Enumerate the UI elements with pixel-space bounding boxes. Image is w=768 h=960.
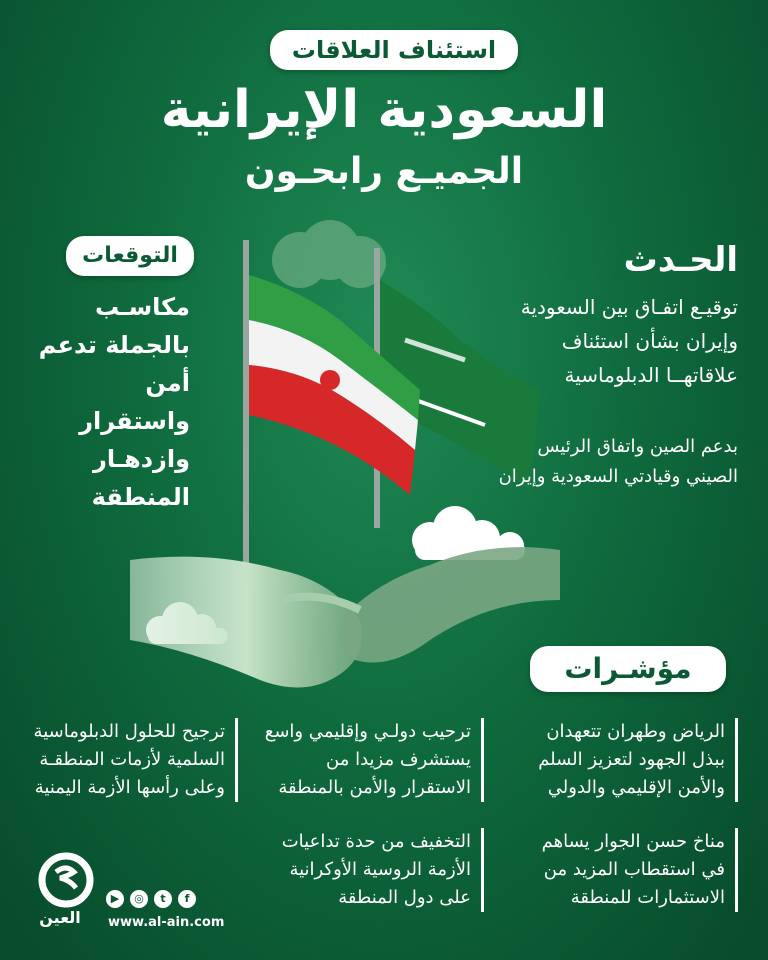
website-link[interactable]: www.al-ain.com (108, 915, 225, 930)
expectations-heading: التوقعات (66, 236, 194, 276)
expectations-text: مكاسـب بالجملة تدعم أمن واستقرار وازدهـار المنطقة (38, 293, 190, 511)
indicator-item: مناخ حسن الجوار يساهم في استقطاب المزيد من الاستثمارات للمنطقة (515, 828, 738, 912)
flag-pole-left (243, 240, 249, 570)
event-heading: الحـدث (623, 240, 738, 280)
header-pill: استئناف العلاقات (270, 30, 518, 70)
brand-name: العين (39, 908, 81, 927)
cloud-icon (272, 220, 386, 288)
indicator-item: ترجيح للحلول الدبلوماسية السلمية لأزمات المنطقـة وعلى رأسها الأزمة اليمنية (17, 718, 238, 802)
event-paragraph: توقيـع اتفـاق بين السعودية وإيران بشأن استئناف علاقاتهــا الدبلوماسية (520, 295, 738, 387)
indicator-item: ترحيب دولـي وإقليمي واسع يستشرف مزيدا من الاستقرار والأمن بالمنطقة (261, 718, 484, 802)
indicator-item: الرياض وطهران تتعهدان ببذل الجهود لتعزيز السلم والأمن الإقليمي والدولي (515, 718, 738, 802)
indicator-item: التخفيف من حدة تداعيات الأزمة الروسية الأوكرانية على دول المنطقة (261, 828, 484, 912)
indicators-heading: مؤشـرات (530, 646, 726, 692)
sub-title: الجميـع رابحـون (244, 151, 524, 192)
al-ain-logo (26, 852, 116, 942)
youtube-icon[interactable]: ▶ (106, 890, 124, 908)
social-icons (106, 890, 196, 910)
event-paragraph: بدعم الصين واتفاق الرئيس الصيني وقيادتي السعودية وإيران (498, 436, 738, 487)
main-title: السعودية الإيرانية (160, 80, 608, 140)
twitter-icon[interactable]: t (154, 890, 172, 908)
instagram-icon[interactable]: ◎ (130, 890, 148, 908)
handshake-icon (130, 547, 560, 687)
facebook-icon[interactable]: f (178, 890, 196, 908)
